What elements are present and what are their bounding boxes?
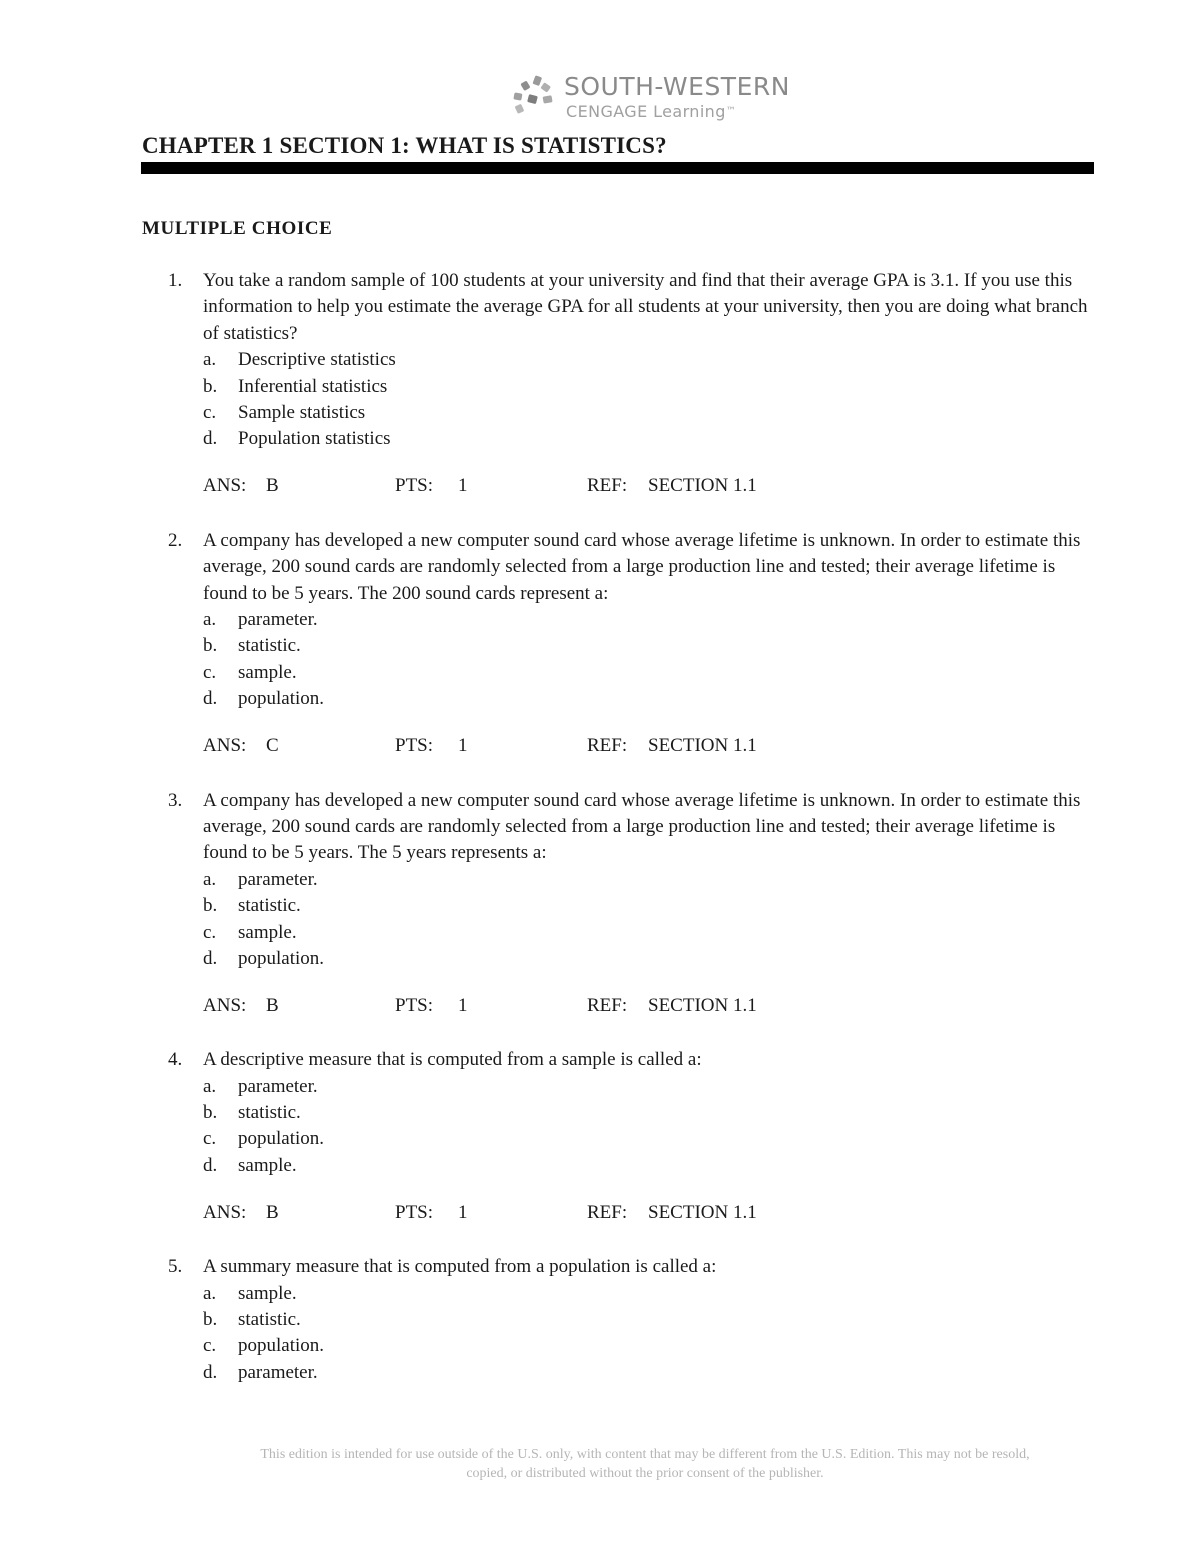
choice-text: Sample statistics: [238, 402, 366, 423]
choice-item: [203, 1126, 1200, 1152]
choice-item: [203, 1281, 1200, 1307]
footer-line-2: copied, or distributed without the prior consent of the publisher.: [466, 1466, 824, 1481]
choice-item: [203, 660, 1200, 686]
choice-text: population.: [238, 688, 325, 710]
question-number: 3.: [168, 789, 183, 811]
points-label: PTS:: [395, 735, 434, 757]
question-item: [0, 528, 1200, 788]
points-value: 1: [458, 475, 468, 497]
question-spacer: [0, 1019, 1200, 1047]
question-number: 1.: [168, 270, 183, 291]
reference-label: REF:: [587, 994, 628, 1016]
points-label: PTS:: [395, 1201, 434, 1223]
footer-line-1: This edition is intended for use outside of the U.S. only, with content that may be different from the U.S. Edition. This may not be resold,: [260, 1447, 1030, 1462]
question-item: [0, 1254, 1200, 1386]
choice-item: [203, 1307, 1200, 1333]
answer-label: ANS:: [203, 1201, 247, 1223]
section-heading: MULTIPLE CHOICE: [142, 218, 333, 239]
reference-label: REF:: [587, 735, 628, 757]
answer-label: ANS:: [203, 475, 247, 497]
choice-list: [203, 347, 1200, 453]
choice-letter: c.: [203, 402, 217, 423]
choice-list: [203, 1074, 1200, 1180]
choice-list: [203, 607, 1200, 713]
choice-letter: d.: [203, 947, 218, 969]
question-item: [0, 788, 1200, 1048]
choice-text: statistic.: [238, 635, 301, 657]
choice-item: [203, 347, 1200, 373]
logo-line-2-text: CENGAGE Learning: [566, 102, 726, 121]
publisher-logo: [508, 72, 808, 126]
choice-text: statistic.: [238, 1309, 301, 1331]
choice-text: statistic.: [238, 895, 301, 917]
question-text: A descriptive measure that is computed from a sample is called a:: [203, 1049, 702, 1071]
choice-letter: d.: [203, 1154, 218, 1176]
question-item: [0, 1047, 1200, 1254]
question-number: 5.: [168, 1256, 183, 1278]
points-value: 1: [458, 1201, 468, 1223]
logo-line-1: SOUTH-WESTERN: [564, 72, 790, 101]
choice-item: [203, 920, 1200, 946]
choice-letter: b.: [203, 895, 218, 917]
choice-text: sample.: [238, 1282, 297, 1304]
question-number: 2.: [168, 529, 183, 551]
choice-letter: a.: [203, 1282, 217, 1304]
choice-item: [203, 400, 1200, 426]
question-text: A company has developed a new computer sound card whose average lifetime is unknown. In order to estimate this average, 200 sound cards are randomly selected from a large production line and tested; their average lifetime is found to be 5 years. The 5 years represents a:: [203, 789, 1081, 864]
choice-item: [203, 686, 1200, 712]
reference-value: SECTION 1.1: [648, 735, 757, 757]
reference-value: SECTION 1.1: [648, 1201, 757, 1223]
reference-label: REF:: [587, 1201, 628, 1223]
question-text: A summary measure that is computed from a population is called a:: [203, 1256, 717, 1278]
choice-letter: a.: [203, 608, 217, 630]
choice-text: population.: [238, 947, 325, 969]
question-number: 4.: [168, 1049, 183, 1071]
choice-item: [203, 1153, 1200, 1179]
choice-item: [203, 946, 1200, 972]
answer-line: [203, 1200, 1200, 1226]
footer-notice: [140, 1445, 1150, 1483]
points-value: 1: [458, 735, 468, 757]
choice-item: [203, 1360, 1200, 1386]
choice-item: [203, 607, 1200, 633]
answer-line: [203, 733, 1200, 759]
answer-value: B: [266, 1201, 279, 1223]
choice-text: Descriptive statistics: [238, 349, 396, 371]
choice-letter: d.: [203, 1361, 218, 1383]
choice-letter: b.: [203, 375, 218, 397]
choice-text: Population statistics: [238, 428, 391, 450]
choice-text: sample.: [238, 661, 297, 683]
choice-text: parameter.: [238, 868, 318, 890]
choice-item: [203, 374, 1200, 400]
question-item: [0, 268, 1200, 528]
reference-label: REF:: [587, 475, 628, 497]
choice-text: sample.: [238, 921, 297, 943]
choice-letter: b.: [203, 1309, 218, 1331]
choice-letter: c.: [203, 1128, 217, 1150]
choice-letter: c.: [203, 1335, 217, 1357]
choice-text: statistic.: [238, 1102, 301, 1124]
choice-letter: c.: [203, 661, 217, 683]
choice-item: [203, 1074, 1200, 1100]
choice-letter: d.: [203, 428, 218, 450]
points-label: PTS:: [395, 994, 434, 1016]
question-list: [0, 268, 1200, 1386]
answer-label: ANS:: [203, 994, 247, 1016]
points-label: PTS:: [395, 475, 434, 497]
choice-letter: a.: [203, 1075, 217, 1097]
choice-item: [203, 1100, 1200, 1126]
trademark-symbol: ™: [725, 106, 737, 117]
reference-value: SECTION 1.1: [648, 475, 757, 497]
choice-letter: a.: [203, 868, 217, 890]
choice-text: sample.: [238, 1154, 297, 1176]
choice-letter: d.: [203, 688, 218, 710]
choice-item: [203, 1333, 1200, 1359]
choice-text: population.: [238, 1128, 325, 1150]
answer-value: B: [266, 475, 279, 497]
choice-letter: a.: [203, 349, 217, 371]
question-spacer: [0, 1226, 1200, 1254]
choice-item: [203, 633, 1200, 659]
answer-line: [203, 993, 1200, 1019]
question-text: You take a random sample of 100 students at your university and find that their average GPA is 3.1. If you use this information to help you estimate the average GPA for all students at your university, then you are doing what branch of statistics?: [203, 270, 1088, 344]
choice-item: [203, 867, 1200, 893]
choice-letter: b.: [203, 1102, 218, 1124]
question-spacer: [0, 499, 1200, 527]
title-rule: [141, 162, 1094, 174]
choice-list: [203, 1281, 1200, 1387]
points-value: 1: [458, 994, 468, 1016]
reference-value: SECTION 1.1: [648, 994, 757, 1016]
choice-letter: c.: [203, 921, 217, 943]
question-text: A company has developed a new computer sound card whose average lifetime is unknown. In order to estimate this average, 200 sound cards are randomly selected from a large production line and tested; their average lifetime is found to be 5 years. The 200 sound cards represent a:: [203, 529, 1081, 604]
answer-line: [203, 473, 1200, 499]
choice-text: Inferential statistics: [238, 375, 388, 397]
answer-value: B: [266, 994, 279, 1016]
choice-item: [203, 426, 1200, 452]
chapter-title: CHAPTER 1 SECTION 1: WHAT IS STATISTICS?: [142, 133, 667, 158]
answer-value: C: [266, 735, 279, 757]
choice-list: [203, 867, 1200, 973]
choice-text: population.: [238, 1335, 325, 1357]
logo-line-2: [566, 102, 736, 122]
answer-label: ANS:: [203, 735, 247, 757]
choice-text: parameter.: [238, 608, 318, 630]
choice-text: parameter.: [238, 1361, 318, 1383]
cengage-swirl-icon: [508, 74, 558, 120]
choice-text: parameter.: [238, 1075, 318, 1097]
choice-item: [203, 893, 1200, 919]
question-spacer: [0, 759, 1200, 787]
choice-letter: b.: [203, 635, 218, 657]
